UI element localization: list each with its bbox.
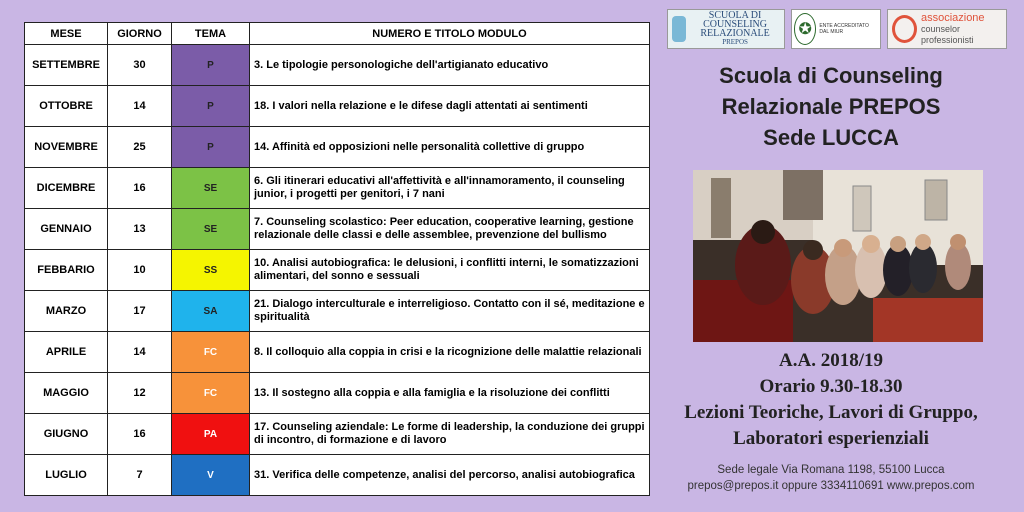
table-row [25, 414, 650, 455]
cell-mese: DICEMBRE [25, 168, 108, 209]
cell-mese: LUGLIO [25, 455, 108, 496]
assocounseling-logo [887, 9, 1007, 49]
logo-bar [667, 6, 1007, 52]
header-mese: MESE [25, 23, 108, 45]
schedule-body [25, 45, 650, 496]
school-title [670, 60, 992, 153]
table-header-row [25, 23, 650, 45]
cell-modulo: 7. Counseling scolastico: Peer education, cooperative learning, gestione relazionale delle classi e delle assemblee, prevenzione del bullismo [250, 209, 650, 250]
cell-giorno: 25 [108, 127, 172, 168]
cell-giorno: 14 [108, 86, 172, 127]
cell-mese: OTTOBRE [25, 86, 108, 127]
cell-tema: P [172, 127, 250, 168]
info-academic-year: A.A. 2018/19 [779, 350, 883, 371]
cell-mese: MARZO [25, 291, 108, 332]
table-row [25, 209, 650, 250]
schedule-table [24, 22, 650, 496]
table-row [25, 168, 650, 209]
info-activities-1: Lezioni Teoriche, Lavori di Gruppo, [684, 402, 978, 423]
puzzle-icon [672, 16, 686, 42]
cell-tema: PA [172, 414, 250, 455]
title-line-2: Relazionale PREPOS [721, 94, 941, 119]
cell-tema: SE [172, 209, 250, 250]
header-modulo: NUMERO E TITOLO MODULO [250, 23, 650, 45]
assoc-logo-text-2: counselor professionisti [920, 23, 974, 45]
assoc-ring-icon [892, 15, 917, 43]
info-activities-2: Laboratori esperienziali [733, 428, 929, 449]
table-row [25, 373, 650, 414]
group-session-photo [693, 170, 983, 342]
cell-mese: NOVEMBRE [25, 127, 108, 168]
table-row [25, 127, 650, 168]
cell-modulo: 6. Gli itinerari educativi all'affettività e all'innamoramento, il counseling junior, i progetti per genitori, i 7 nani [250, 168, 650, 209]
cell-mese: MAGGIO [25, 373, 108, 414]
table-row [25, 455, 650, 496]
cell-modulo: 13. Il sostegno alla coppia e alla famiglia e la risoluzione dei conflitti [250, 373, 650, 414]
cell-mese: GENNAIO [25, 209, 108, 250]
contact-details: prepos@prepos.it oppure 3334110691 www.prepos.com [687, 480, 975, 492]
ente-logo-text: ENTE ACCREDITATO DAL MIUR [819, 23, 869, 35]
cell-modulo: 8. Il colloquio alla coppia in crisi e la ricognizione delle malattie relazionali [250, 332, 650, 373]
table-row [25, 45, 650, 86]
table-row [25, 332, 650, 373]
header-giorno: GIORNO [108, 23, 172, 45]
table-row [25, 250, 650, 291]
cell-tema: P [172, 86, 250, 127]
cell-modulo: 31. Verifica delle competenze, analisi del percorso, analisi autobiografica [250, 455, 650, 496]
title-line-1: Scuola di Counseling [719, 63, 943, 88]
cell-tema: P [172, 45, 250, 86]
contact-info [670, 462, 992, 494]
cell-tema: SS [172, 250, 250, 291]
title-line-3: Sede LUCCA [763, 125, 899, 150]
cell-tema: SA [172, 291, 250, 332]
ente-logo [791, 9, 881, 49]
contact-address: Sede legale Via Romana 1198, 55100 Lucca [717, 464, 945, 476]
header-tema: TEMA [172, 23, 250, 45]
cell-modulo: 18. I valori nella relazione e le difese dagli attentati ai sentimenti [250, 86, 650, 127]
cell-tema: FC [172, 332, 250, 373]
cell-giorno: 7 [108, 455, 172, 496]
cell-giorno: 30 [108, 45, 172, 86]
cell-giorno: 17 [108, 291, 172, 332]
cell-giorno: 14 [108, 332, 172, 373]
cell-giorno: 16 [108, 168, 172, 209]
table-row [25, 291, 650, 332]
cell-tema: FC [172, 373, 250, 414]
cell-tema: SE [172, 168, 250, 209]
cell-giorno: 13 [108, 209, 172, 250]
cell-giorno: 10 [108, 250, 172, 291]
cell-modulo: 3. Le tipologie personologiche dell'artigianato educativo [250, 45, 650, 86]
cell-mese: GIUGNO [25, 414, 108, 455]
cell-tema: V [172, 455, 250, 496]
cell-mese: APRILE [25, 332, 108, 373]
assoc-logo-text-1: associazione [920, 11, 985, 24]
cell-mese: SETTEMBRE [25, 45, 108, 86]
cell-giorno: 12 [108, 373, 172, 414]
course-info [670, 348, 992, 452]
cell-modulo: 21. Dialogo interculturale e interreligioso. Contatto con il sé, meditazione e spiritualità [250, 291, 650, 332]
info-hours: Orario 9.30-18.30 [759, 376, 903, 397]
table-row [25, 86, 650, 127]
prepos-logo-sub: PREPOS [722, 38, 748, 46]
italian-republic-emblem-icon: ✪ [794, 13, 816, 45]
cell-modulo: 10. Analisi autobiografica: le delusioni, i conflitti interni, le somatizzazioni alimentari, del sonno e sessuali [250, 250, 650, 291]
cell-modulo: 17. Counseling aziendale: Le forme di leadership, la conduzione dei gruppi di incontro, di formazione e di lavoro [250, 414, 650, 455]
prepos-logo [667, 9, 785, 49]
prepos-logo-text: SCUOLA DI COUNSELING RELAZIONALE [700, 10, 770, 39]
cell-modulo: 14. Affinità ed opposizioni nelle personalità collettive di gruppo [250, 127, 650, 168]
cell-mese: FEBBARIO [25, 250, 108, 291]
cell-giorno: 16 [108, 414, 172, 455]
